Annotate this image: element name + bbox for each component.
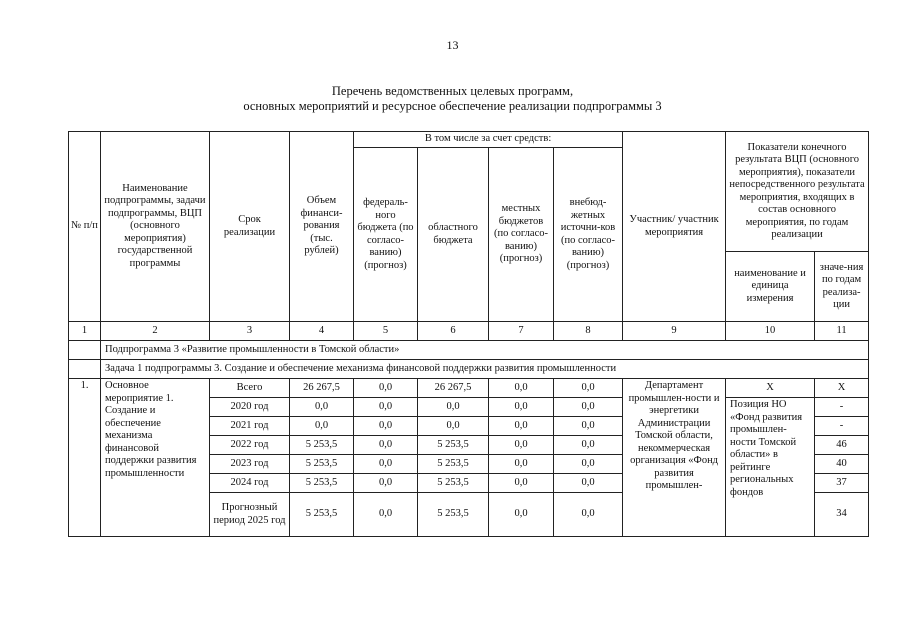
header-volume: Объем финанси-рования (тыс. рублей) [290, 132, 354, 322]
period-cell: 2023 год [210, 455, 290, 474]
activity-num: 1. [69, 379, 101, 537]
column-number: 10 [726, 322, 815, 341]
participant-cell: Департамент промышлен-ности и энергетики Администрации Томской области, некоммерческая организация «Фонд развития промышлен- [623, 379, 726, 537]
regional-cell: 5 253,5 [418, 436, 489, 455]
column-number: 6 [418, 322, 489, 341]
header-term: Срок реализации [210, 132, 290, 322]
period-cell: 2020 год [210, 398, 290, 417]
period-cell: 2021 год [210, 417, 290, 436]
period-cell: Всего [210, 379, 290, 398]
volume-cell: 0,0 [290, 417, 354, 436]
local-cell: 0,0 [489, 417, 554, 436]
regional-cell: 26 267,5 [418, 379, 489, 398]
indicator-value-cell: 34 [815, 493, 869, 537]
title-line-1: Перечень ведомственных целевых программ, [331, 84, 574, 98]
volume-cell: 5 253,5 [290, 474, 354, 493]
column-number: 4 [290, 322, 354, 341]
federal-cell: 0,0 [354, 474, 418, 493]
regional-cell: 5 253,5 [418, 474, 489, 493]
extra-cell: 0,0 [554, 436, 623, 455]
local-cell: 0,0 [489, 493, 554, 537]
local-cell: 0,0 [489, 379, 554, 398]
header-num: № п/п [69, 132, 101, 322]
volume-cell: 26 267,5 [290, 379, 354, 398]
column-number: 3 [210, 322, 290, 341]
federal-cell: 0,0 [354, 436, 418, 455]
header-indicators: Показатели конечного результата ВЦП (основного мероприятия), показатели непосредственного результата мероприятия, входящих в состав основного мероприятия, по годам реализации [726, 132, 869, 252]
column-numbers-row [69, 322, 869, 341]
local-cell: 0,0 [489, 436, 554, 455]
subprogram-row [69, 341, 869, 360]
task-row [69, 360, 869, 379]
header-including: В том числе за счет средств: [354, 132, 623, 148]
document-title [0, 84, 905, 114]
regional-cell: 5 253,5 [418, 455, 489, 474]
header-federal: федераль-ного бюджета (по согласо-ванию) (прогноз) [354, 148, 418, 322]
column-number: 1 [69, 322, 101, 341]
column-number: 7 [489, 322, 554, 341]
federal-cell: 0,0 [354, 379, 418, 398]
indicator-name-total: Х [726, 379, 815, 398]
header-name: Наименование подпрограммы, задачи подпрограммы, ВЦП (основного мероприятия) государственной программы [101, 132, 210, 322]
column-number: 5 [354, 322, 418, 341]
activity-name: Основное мероприятие 1. Создание и обеспечение механизма финансовой поддержки развития промышленности [101, 379, 210, 537]
extra-cell: 0,0 [554, 417, 623, 436]
volume-cell: 5 253,5 [290, 455, 354, 474]
local-cell: 0,0 [489, 455, 554, 474]
regional-cell: 5 253,5 [418, 493, 489, 537]
indicator-value-cell: 37 [815, 474, 869, 493]
extra-cell: 0,0 [554, 379, 623, 398]
volume-cell: 0,0 [290, 398, 354, 417]
extra-cell: 0,0 [554, 455, 623, 474]
extra-cell: 0,0 [554, 474, 623, 493]
column-number: 8 [554, 322, 623, 341]
indicator-value-cell: - [815, 398, 869, 417]
federal-cell: 0,0 [354, 493, 418, 537]
period-cell: 2024 год [210, 474, 290, 493]
column-number: 11 [815, 322, 869, 341]
period-cell: 2022 год [210, 436, 290, 455]
header-indicator-name: наименование и единица измерения [726, 252, 815, 322]
header-regional: областного бюджета [418, 148, 489, 322]
header-local: местных бюджетов (по согласо-ванию) (прогноз) [489, 148, 554, 322]
period-cell: Прогнозный период 2025 год [210, 493, 290, 537]
subprogram-title: Подпрограмма 3 «Развитие промышленности в Томской области» [101, 341, 869, 360]
regional-cell: 0,0 [418, 398, 489, 417]
header-participant: Участник/ участник мероприятия [623, 132, 726, 322]
title-line-2: основных мероприятий и ресурсное обеспечение реализации подпрограммы 3 [243, 99, 662, 113]
federal-cell: 0,0 [354, 398, 418, 417]
extra-cell: 0,0 [554, 493, 623, 537]
local-cell: 0,0 [489, 474, 554, 493]
program-table [68, 131, 869, 537]
indicator-value-total: Х [815, 379, 869, 398]
header-extra: внебюд-жетных источни-ков (по согласо-ванию) (прогноз) [554, 148, 623, 322]
indicator-value-cell: 40 [815, 455, 869, 474]
page-number: 13 [446, 38, 459, 52]
header-indicator-value: значе-ния по годам реализа-ции [815, 252, 869, 322]
volume-cell: 5 253,5 [290, 436, 354, 455]
indicator-name-cell: Позиция НО «Фонд развития промышлен-ности Томской области» в рейтинге региональных фондов [726, 398, 815, 537]
local-cell: 0,0 [489, 398, 554, 417]
indicator-value-cell: 46 [815, 436, 869, 455]
task-title: Задача 1 подпрограммы 3. Создание и обеспечение механизма финансовой поддержки развития промышленности [101, 360, 869, 379]
extra-cell: 0,0 [554, 398, 623, 417]
federal-cell: 0,0 [354, 455, 418, 474]
indicator-value-cell: - [815, 417, 869, 436]
column-number: 9 [623, 322, 726, 341]
regional-cell: 0,0 [418, 417, 489, 436]
volume-cell: 5 253,5 [290, 493, 354, 537]
table-row [69, 379, 869, 398]
column-number: 2 [101, 322, 210, 341]
federal-cell: 0,0 [354, 417, 418, 436]
